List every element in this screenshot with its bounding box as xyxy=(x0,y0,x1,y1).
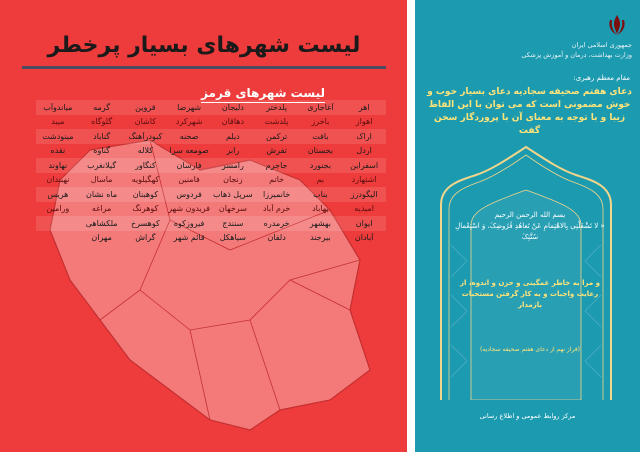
city-cell: بافت xyxy=(312,131,329,141)
city-cell: ماسال xyxy=(90,175,113,185)
city-cell: بیرجند xyxy=(310,233,331,243)
city-cell: گناباد xyxy=(93,131,111,141)
title-box xyxy=(24,22,384,68)
title-separator xyxy=(22,66,386,69)
prayer-line: « لا تَشْغَلْنِی بِالاهْتِمامِ عَنْ تَعاهُدِ فُرُوضِکَ، وَ اسْتِعْمالِ سُنَّتِکَ xyxy=(455,222,605,241)
city-cell: نقده xyxy=(50,146,66,156)
table-row xyxy=(36,216,386,231)
ornamental-frame xyxy=(431,145,621,400)
city-cell: جاجرم xyxy=(265,160,288,170)
city-cell: اهواز xyxy=(355,117,373,127)
city-cell: میاندوآب xyxy=(43,102,73,112)
city-cell: گیلانغرب xyxy=(87,160,117,170)
city-cell: رابر xyxy=(226,146,240,156)
city-cell: فردوس xyxy=(176,189,202,199)
city-cell: کاشان xyxy=(134,117,156,127)
list-header: لیست شهرهای قرمز xyxy=(201,86,325,103)
city-cell: میبد xyxy=(51,117,65,127)
table-row xyxy=(36,115,386,130)
city-cell: شهرکرد xyxy=(175,117,203,127)
city-cell: بم xyxy=(316,175,325,185)
city-cell: الیگودرز xyxy=(350,189,378,199)
city-cell: کوهسرخ xyxy=(130,218,160,228)
city-cell: مراغه xyxy=(91,204,112,214)
prayer-source: (فراز نهم از دعای هفتم صحیفه سجادیه) xyxy=(480,346,580,353)
city-cell: پلدختر xyxy=(266,102,288,112)
city-cell: گناوه xyxy=(93,146,110,156)
city-cell: باخرز xyxy=(311,117,330,127)
city-cell: کلاله xyxy=(137,146,154,156)
city-cell: فامنین xyxy=(178,175,200,185)
city-cell: نهاوند xyxy=(48,160,68,170)
city-cell: زنجان xyxy=(223,175,243,185)
city-cell: گلوگاه xyxy=(91,117,113,127)
table-row xyxy=(36,158,386,173)
city-cell: کهگیلویه xyxy=(131,175,160,185)
city-cell: سرخهان xyxy=(218,204,247,214)
city-cell: سنندج xyxy=(222,218,244,228)
city-cell: اسفراین xyxy=(350,160,379,170)
city-cell: قزوین xyxy=(135,102,156,112)
leader-label: مقام معظم رهبری: xyxy=(573,74,630,82)
city-cell: بهشهر xyxy=(309,218,331,228)
table-row xyxy=(36,144,386,159)
city-cell: هریس xyxy=(47,189,69,199)
city-cell: کبودرآهنگ xyxy=(128,131,163,141)
city-cell: سرپل ذهاب xyxy=(213,189,253,199)
basmala: بسم الله الرحمن الرحیم xyxy=(494,211,566,219)
city-cell: امیدیه xyxy=(354,204,374,214)
city-cell: ایوان xyxy=(355,218,373,228)
city-cell: فریدون شهر xyxy=(168,204,210,214)
city-cell: نهبندان xyxy=(46,175,70,185)
city-cell: صومعه سرا xyxy=(169,146,209,156)
city-cell: اردل xyxy=(356,146,372,156)
city-cell: خانمیرزا xyxy=(263,189,291,199)
table-row xyxy=(36,100,386,115)
prayer-panel xyxy=(415,0,640,452)
city-cell: بجستان xyxy=(307,146,333,156)
city-cell: اهر xyxy=(358,102,370,112)
footer-credit: مرکز روابط عمومی و اطلاع رسانی xyxy=(479,412,576,420)
city-cell: ماه نشان xyxy=(86,189,118,199)
city-cell: فارسان xyxy=(176,160,202,170)
emblem-icon xyxy=(604,12,630,38)
city-cell: آبادان xyxy=(354,233,374,243)
city-cell: قائم شهر xyxy=(173,233,205,243)
city-cell: مینودشت xyxy=(42,131,74,141)
prayer-arabic xyxy=(455,210,605,243)
city-cell: دلیجان xyxy=(221,102,244,112)
table-row xyxy=(36,231,386,246)
city-cell: اراک xyxy=(356,131,372,141)
city-cell: آغاجاری xyxy=(307,102,334,112)
prayer-translation: و مرا به خاطر غمگینی و حزن و اندوه، از رعایت واجبات و به کار گرفتن مستحبات بازمدار xyxy=(460,279,600,309)
city-cell: خرم آباد xyxy=(262,204,291,214)
panel-divider xyxy=(407,0,415,452)
city-cell: خاتم xyxy=(269,175,285,185)
table-row xyxy=(36,173,386,188)
city-cell: ترکمن xyxy=(266,131,288,141)
city-cell: تفرش xyxy=(266,146,287,156)
city-cell: رامسر xyxy=(221,160,244,170)
city-cell: صحنه xyxy=(179,131,199,141)
city-cell: کوهرنگ xyxy=(132,204,159,214)
city-cell: سیاهکل xyxy=(219,233,246,243)
table-row xyxy=(36,202,386,217)
city-cell: پلدشت xyxy=(264,117,289,127)
city-cell: گرمه xyxy=(93,102,111,112)
city-cell: کوهبنان xyxy=(132,189,159,199)
city-cell: شهرضا xyxy=(177,102,202,112)
city-cell: گراش xyxy=(135,233,156,243)
table-row xyxy=(36,129,386,144)
ministry-name xyxy=(502,40,632,60)
city-cell: فیروزکوه xyxy=(173,218,205,228)
city-cell: مهران xyxy=(91,233,112,243)
city-cell: بجنورد xyxy=(309,160,332,170)
ministry-line-1: جمهوری اسلامی ایران xyxy=(571,41,632,49)
city-cell: دیلم xyxy=(225,131,240,141)
page-title: لیست شهرهای بسیار پرخطر xyxy=(47,32,361,58)
ministry-line-2: وزارت بهداشت، درمان و آموزش پزشکی xyxy=(521,51,632,59)
city-cell: دلفان xyxy=(267,233,286,243)
city-cell: بهاباد xyxy=(312,204,329,214)
city-cell: دهاقان xyxy=(221,117,245,127)
city-cell: خرمدره xyxy=(263,218,290,228)
city-cell: بناب xyxy=(313,189,328,199)
city-cell: اشتهارد xyxy=(351,175,377,185)
table-row xyxy=(36,187,386,202)
city-cell: ملکشاهی xyxy=(85,218,118,228)
cities-table xyxy=(36,100,386,245)
city-cell: کنگاور xyxy=(134,160,156,170)
leader-quote: دعای هفتم صحیفه سجادیه دعای بسیار خوب و خوش مضمونی است که می توان با این الفاظ زیبا و با توجه به معنای آن با پروردگار سخن گفت xyxy=(427,87,632,136)
city-cell: ورامین xyxy=(46,204,70,214)
